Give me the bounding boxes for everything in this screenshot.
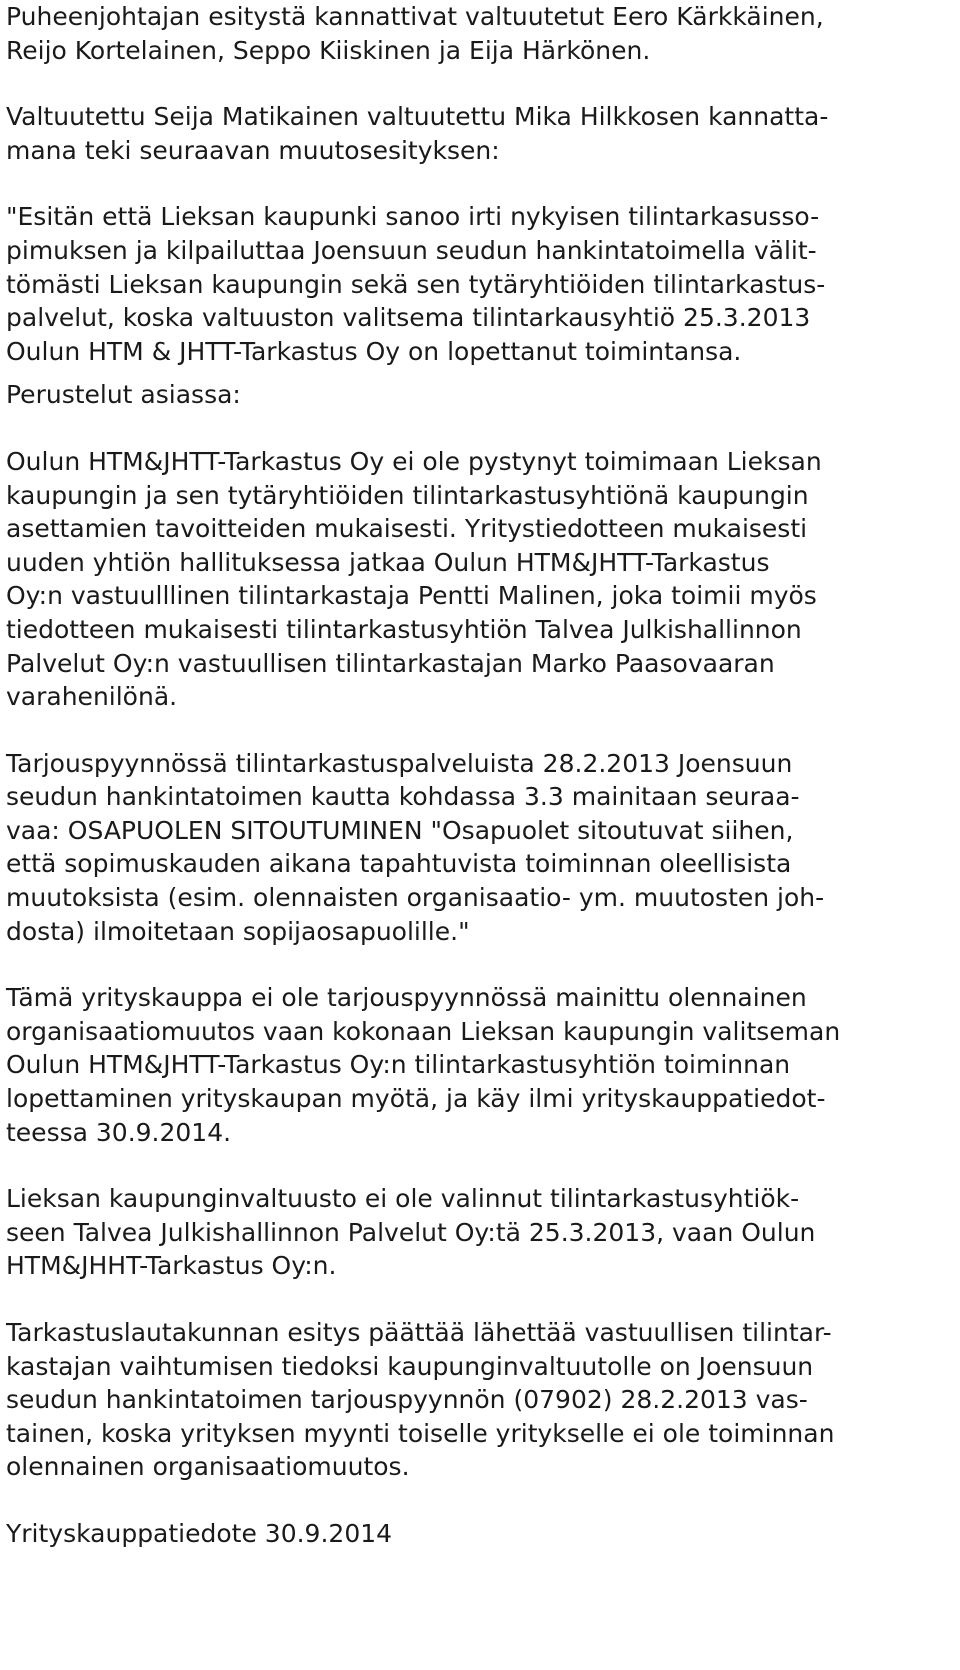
paragraph-acquisition: [6, 981, 956, 1149]
text-line: HTM&JHHT-Tarkastus Oy:n.: [6, 1251, 337, 1281]
text-line: Tämä yrityskauppa ei ole tarjouspyynnössä mainittu olennainen: [6, 983, 807, 1013]
text-line: kastajan vaihtumisen tiedoksi kaupunginvaltuutolle on Joensuun: [6, 1351, 814, 1381]
text-line: mana teki seuraavan muutosesityksen:: [6, 135, 500, 165]
text-line: palvelut, koska valtuuston valitsema tilintarkausyhtiö 25.3.2013: [6, 303, 811, 333]
text-line: tömästi Lieksan kaupungin sekä sen tytäryhtiöiden tilintarkastus-: [6, 269, 826, 299]
paragraph-amendment-proposal: [6, 200, 956, 368]
paragraph-audit-committee: [6, 1316, 956, 1484]
text-line: kaupungin ja sen tytäryhtiöiden tilintarkastusyhtiönä kaupungin: [6, 480, 809, 510]
text-line: seen Talvea Julkishallinnon Palvelut Oy:tä 25.3.2013, vaan Oulun: [6, 1217, 816, 1247]
text-line: lopettaminen yrityskaupan myötä, ja käy ilmi yrityskauppatiedot-: [6, 1084, 826, 1114]
text-line: Valtuutettu Seija Matikainen valtuutettu Mika Hilkkosen kannatta-: [6, 102, 829, 132]
text-line: tiedotteen mukaisesti tilintarkastusyhtiön Talvea Julkishallinnon: [6, 614, 802, 644]
text-line: asettamien tavoitteiden mukaisesti. Yritystiedotteen mukaisesti: [6, 514, 808, 544]
text-line: Puheenjohtajan esitystä kannattivat valtuutetut Eero Kärkkäinen,: [6, 2, 824, 31]
text-line: uuden yhtiön hallituksessa jatkaa Oulun HTM&JHTT-Tarkastus: [6, 547, 770, 577]
text-line: olennainen organisaatiomuutos.: [6, 1452, 410, 1482]
paragraph-amendment-intro: [6, 100, 956, 167]
text-line: "Esitän että Lieksan kaupunki sanoo irti nykyisen tilintarkasusso-: [6, 202, 820, 232]
text-line: Palvelut Oy:n vastuullisen tilintarkastajan Marko Paasovaaran: [6, 648, 775, 678]
text-line: seudun hankintatoimen kautta kohdassa 3.3 mainitaan seuraa-: [6, 782, 800, 812]
text-line: dosta) ilmoitetaan sopijaosapuolille.": [6, 916, 470, 946]
text-line: muutoksista (esim. olennaisten organisaatio- ym. muutosten joh-: [6, 883, 825, 913]
text-line: Tarkastuslautakunnan esitys päättää lähettää vastuullisen tilintar-: [6, 1318, 832, 1347]
text-line: tainen, koska yrityksen myynti toiselle yritykselle ei ole toiminnan: [6, 1418, 835, 1448]
paragraph-grounds-heading: [6, 378, 956, 412]
paragraph-council-choice: [6, 1182, 956, 1283]
text-line: että sopimuskauden aikana tapahtuvista toiminnan oleellisista: [6, 849, 792, 879]
text-line: teessa 30.9.2014.: [6, 1117, 232, 1147]
text-line: Oulun HTM & JHTT-Tarkastus Oy on lopettanut toimintansa.: [6, 336, 742, 366]
text-line: vaa: OSAPUOLEN SITOUTUMINEN "Osapuolet sitoutuvat siihen,: [6, 815, 794, 845]
document-page: [6, 0, 956, 1551]
paragraph-seconders: [6, 0, 956, 67]
text-line: Perustelut asiassa:: [6, 380, 241, 410]
text-line: Lieksan kaupunginvaltuusto ei ole valinnut tilintarkastusyhtiök-: [6, 1184, 800, 1214]
text-line: varahenilönä.: [6, 682, 178, 712]
text-line: Oulun HTM&JHTT-Tarkastus Oy ei ole pystynyt toimimaan Lieksan: [6, 446, 822, 476]
text-line: Tarjouspyynnössä tilintarkastuspalveluista 28.2.2013 Joensuun: [6, 748, 793, 778]
paragraph-grounds: [6, 445, 956, 714]
text-line: seudun hankintatoimen tarjouspyynnön (07902) 28.2.2013 vas-: [6, 1385, 808, 1415]
text-line: pimuksen ja kilpailuttaa Joensuun seudun hankintatoimella välit-: [6, 235, 817, 265]
text-line: Oy:n vastuulllinen tilintarkastaja Pentti Malinen, joka toimii myös: [6, 581, 817, 611]
text-line: Oulun HTM&JHTT-Tarkastus Oy:n tilintarkastusyhtiön toiminnan: [6, 1050, 791, 1080]
text-line: organisaatiomuutos vaan kokonaan Lieksan kaupungin valitseman: [6, 1016, 841, 1046]
text-line: Reijo Kortelainen, Seppo Kiiskinen ja Eija Härkönen.: [6, 35, 651, 65]
text-line: Yrityskauppatiedote 30.9.2014: [6, 1518, 393, 1548]
paragraph-press-release: [6, 1517, 956, 1551]
paragraph-tender-request: [6, 747, 956, 949]
